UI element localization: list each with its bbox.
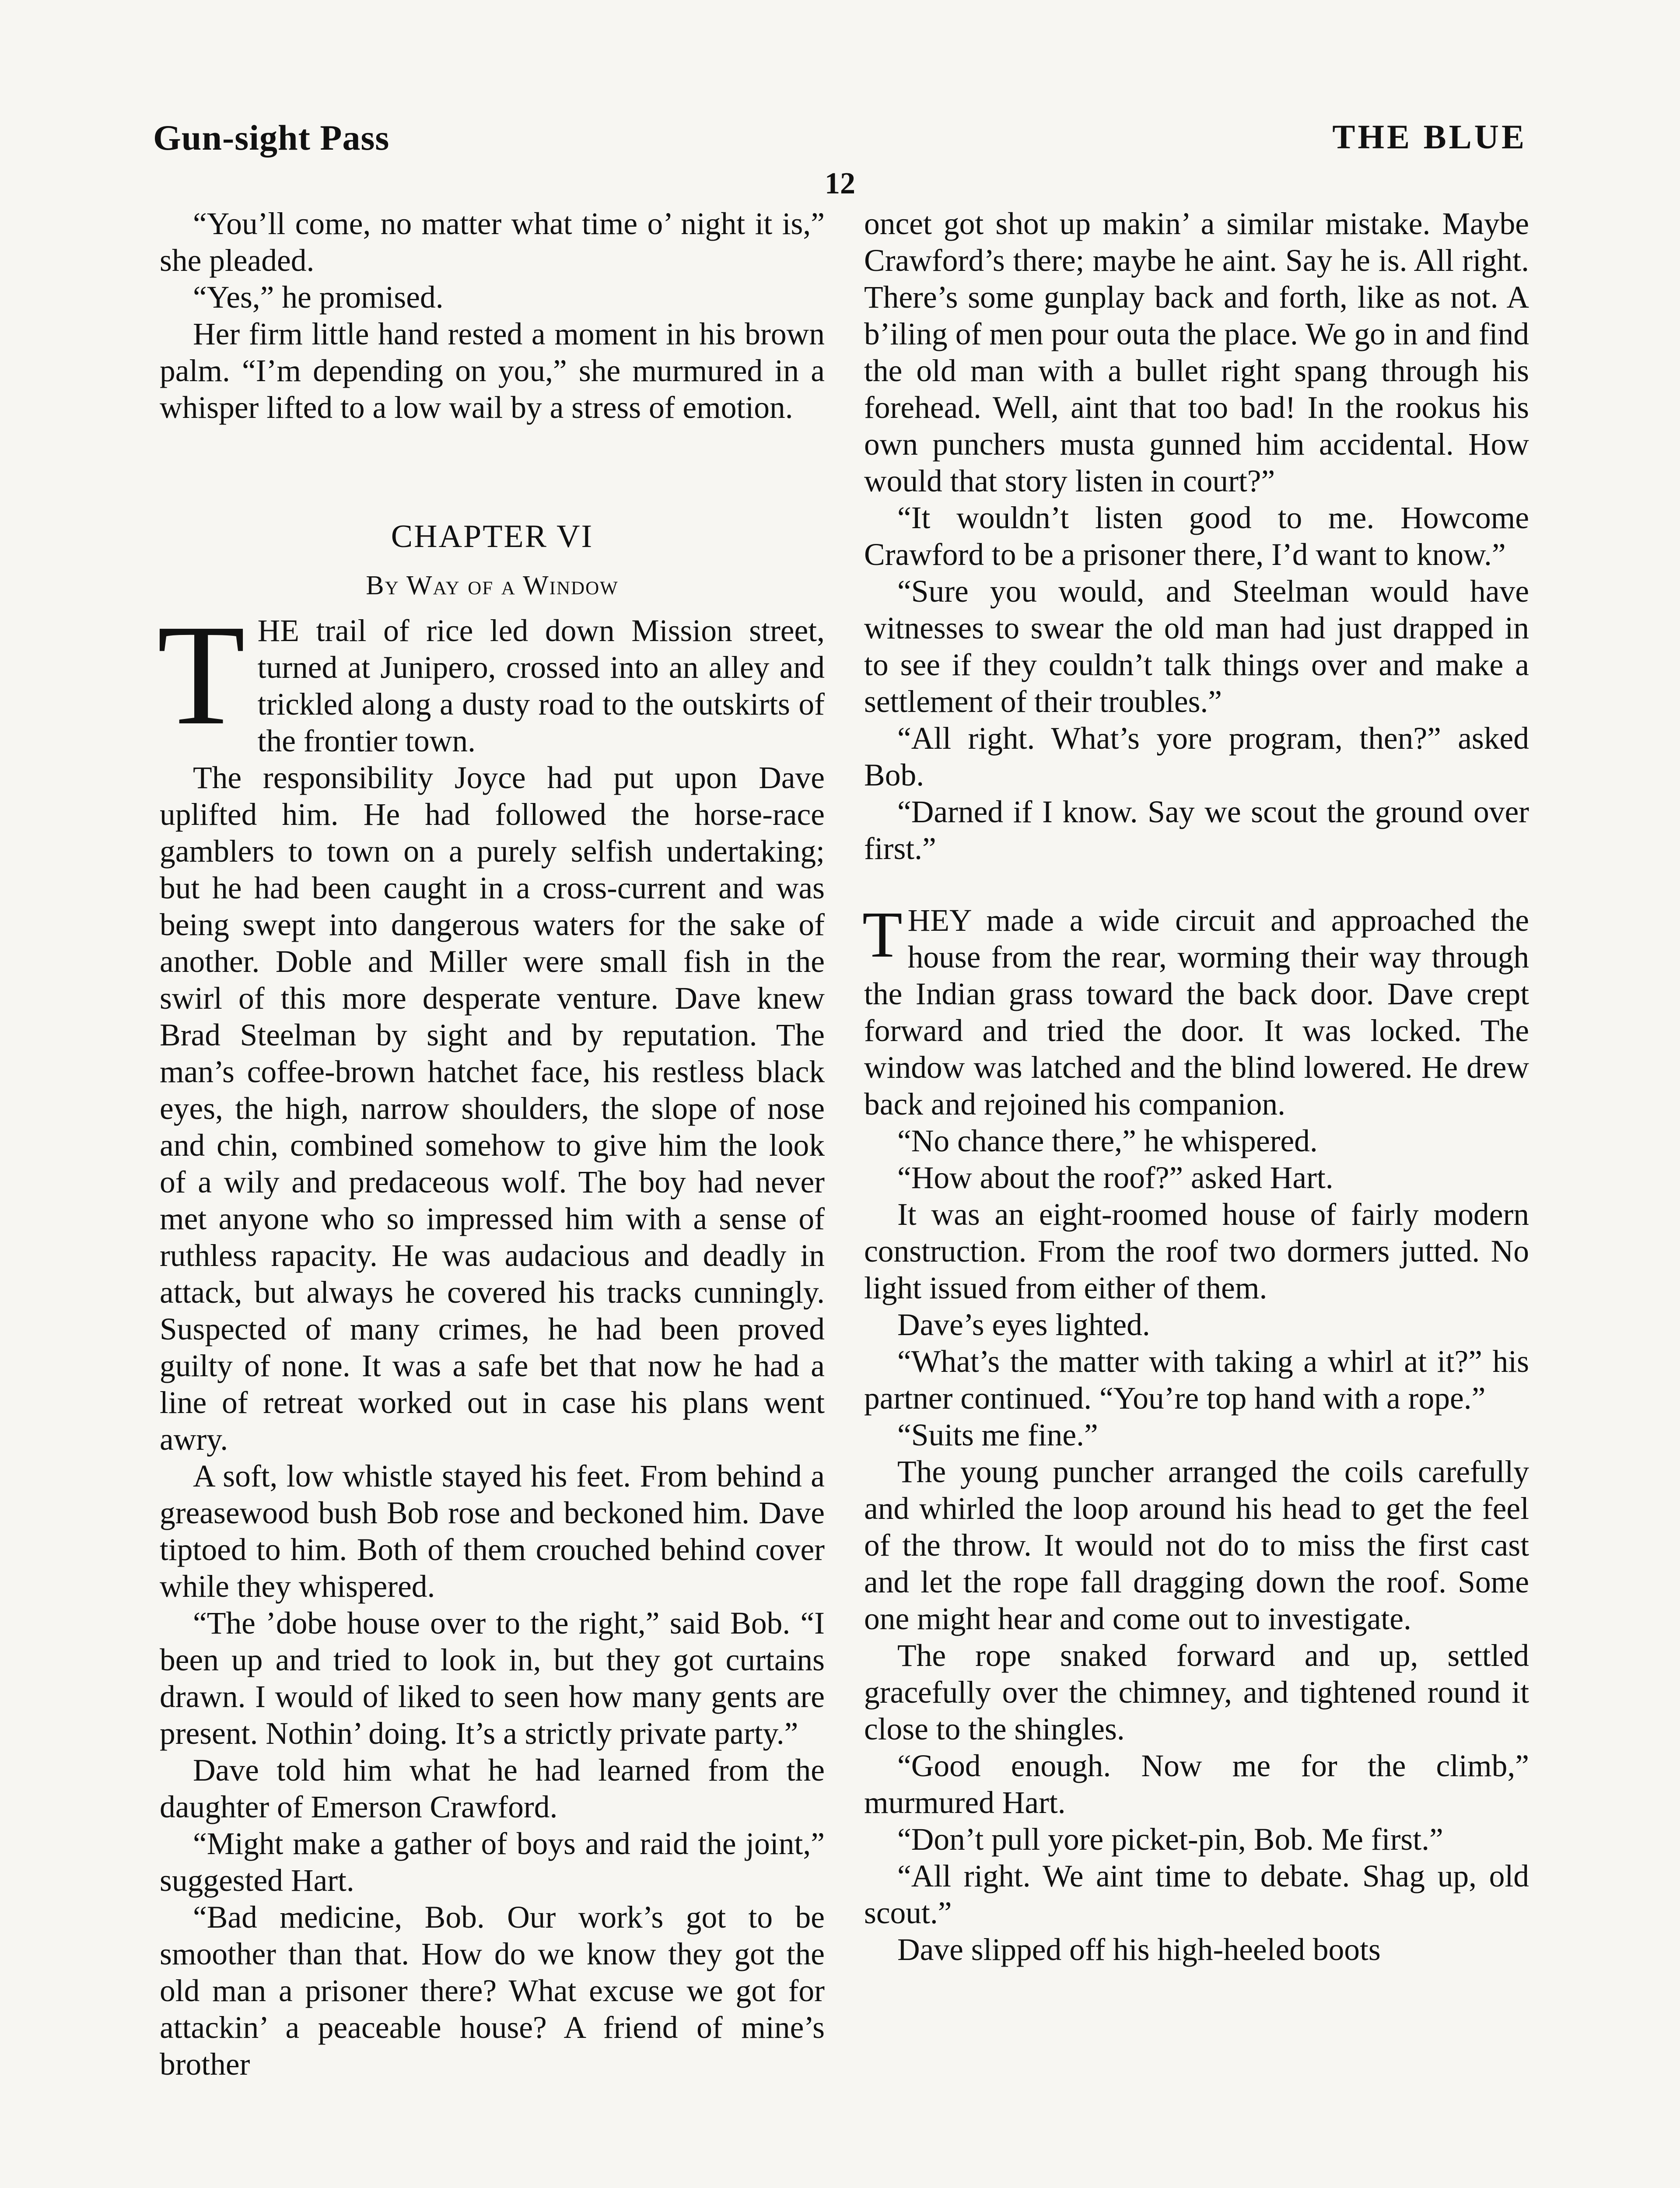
paragraph: “All right. What’s yore program, then?” asked Bob.: [864, 721, 1529, 792]
paragraph: “Good enough. Now me for the climb,” murmured Hart.: [864, 1749, 1529, 1820]
paragraph: Her firm little hand rested a moment in his brown palm. “I’m depending on you,” she murmured in a whisper lifted to a low wail by a stress of emotion.: [160, 317, 825, 425]
paragraph: “All right. We aint time to debate. Shag up, old scout.”: [864, 1859, 1529, 1930]
paragraph: The rope snaked forward and up, settled gracefully over the chimney, and tightened round it close to the shingles.: [864, 1638, 1529, 1746]
opening-paragraph: [157, 595, 825, 760]
paragraph: “The ’dobe house over to the right,” said Bob. “I been up and tried to look in, but they got curtains drawn. I would of liked to seen how many gents are present. Nothin’ doing. It’s a strictly private party.”: [160, 1606, 825, 1751]
paragraph: “Sure you would, and Steelman would have witnesses to swear the old man had just drapped in to see if they couldn’t talk things over and make a settlement of their troubles.”: [864, 574, 1529, 719]
running-header-magazine: THE BLUE: [1332, 118, 1527, 156]
paragraph: “Suits me fine.”: [897, 1418, 1098, 1452]
drop-cap: T: [157, 595, 245, 755]
paragraph: “Don’t pull yore picket-pin, Bob. Me first.”: [897, 1822, 1443, 1857]
paragraph: Dave’s eyes lighted.: [897, 1308, 1150, 1342]
paragraph: It was an eight-roomed house of fairly modern construction. From the roof two dormers jutted. No light issued from either of them.: [864, 1197, 1529, 1305]
paragraph: “Yes,” he promised.: [193, 280, 444, 315]
chapter-subtitle: By Way of a Window: [366, 571, 619, 600]
page-number: 12: [825, 167, 855, 200]
paragraph: The responsibility Joyce had put upon Dave uplifted him. He had followed the horse-race gamblers to town on a purely selfish undertaking; but he had been caught in a cross-current and was being swept into dangerous waters for the sake of another. Doble and Miller were small fish in the swirl of this more desperate venture. Dave knew Brad Steelman by sight and by reputation. The man’s coffee-brown hatchet face, his restless black eyes, the high, narrow shoulders, the slope of nose and chin, combined somehow to give him the look of a wily and predaceous wolf. The boy had never met anyone who so impressed him with a sense of ruthless rapacity. He was audacious and deadly in attack, but always he covered his tracks cunningly. Suspected of many crimes, he had been proved guilty of none. It was a safe bet that now he had a line of retreat worked out in case his plans went awry.: [160, 761, 825, 1457]
paragraph: A soft, low whistle stayed his feet. From behind a greasewood bush Bob rose and beckoned him. Dave tiptoed to him. Both of them crouched behind cover while they whispered.: [160, 1459, 825, 1604]
paragraph: The young puncher arranged the coils carefully and whirled the loop around his head to get the feel of the throw. It would not do to miss the first cast and let the rope fall dragging down the roof. Some one might hear and come out to investigate.: [864, 1455, 1529, 1636]
paragraph: Dave slipped off his high-heeled boots: [897, 1932, 1381, 1967]
running-header-title: Gun-sight Pass: [153, 118, 390, 158]
paragraph: “Bad medicine, Bob. Our work’s got to be smoother than that. How do we know they got the old man a prisoner there? What excuse we got for attackin’ a peaceable house? A friend of mine’s brother: [160, 1900, 825, 2082]
paragraph: “How about the roof?” asked Hart.: [897, 1161, 1334, 1195]
paragraph: “Might make a gather of boys and raid the joint,” suggested Hart.: [160, 1827, 825, 1898]
left-column: [157, 206, 825, 2083]
paragraph: “It wouldn’t listen good to me. Howcome Crawford to be a prisoner there, I’d want to know.”: [864, 501, 1529, 572]
chapter-title: CHAPTER VI: [391, 519, 594, 554]
paragraph: “You’ll come, no matter what time o’ night it is,” she pleaded.: [160, 207, 825, 278]
right-column: [864, 206, 1529, 1968]
paragraph: Dave told him what he had learned from the daughter of Emerson Crawford.: [160, 1753, 825, 1824]
section-opening-paragraph: [862, 898, 1529, 1123]
paragraph: oncet got shot up makin’ a similar mistake. Maybe Crawford’s there; maybe he aint. Say he is. All right. There’s some gunplay back and forth, like as not. A b’iling of men pour outa the place. We go in and find the old man with a bullet right spang through his forehead. Well, aint that too bad! In the rookus his own punchers musta gunned him accidental. How would that story listen in court?”: [864, 207, 1529, 498]
section-opening-text: HEY made a wide circuit and approached the house from the rear, worming their way through the Indian grass toward the back door. Dave crept forward and tried the door. It was locked. The window was latched and the blind lowered. He drew back and rejoined his companion.: [864, 903, 1529, 1122]
paragraph: “Darned if I know. Say we scout the ground over first.”: [864, 795, 1529, 866]
opening-paragraph-text: HE trail of rice led down Mission street, turned at Junipero, crossed into an alley and trickled along a dusty road to the outskirts of the frontier town.: [257, 614, 825, 758]
drop-cap: T: [862, 898, 903, 971]
paragraph: “No chance there,” he whispered.: [897, 1124, 1318, 1158]
paragraph: “What’s the matter with taking a whirl at it?” his partner continued. “You’re top hand with a rope.”: [864, 1344, 1529, 1416]
